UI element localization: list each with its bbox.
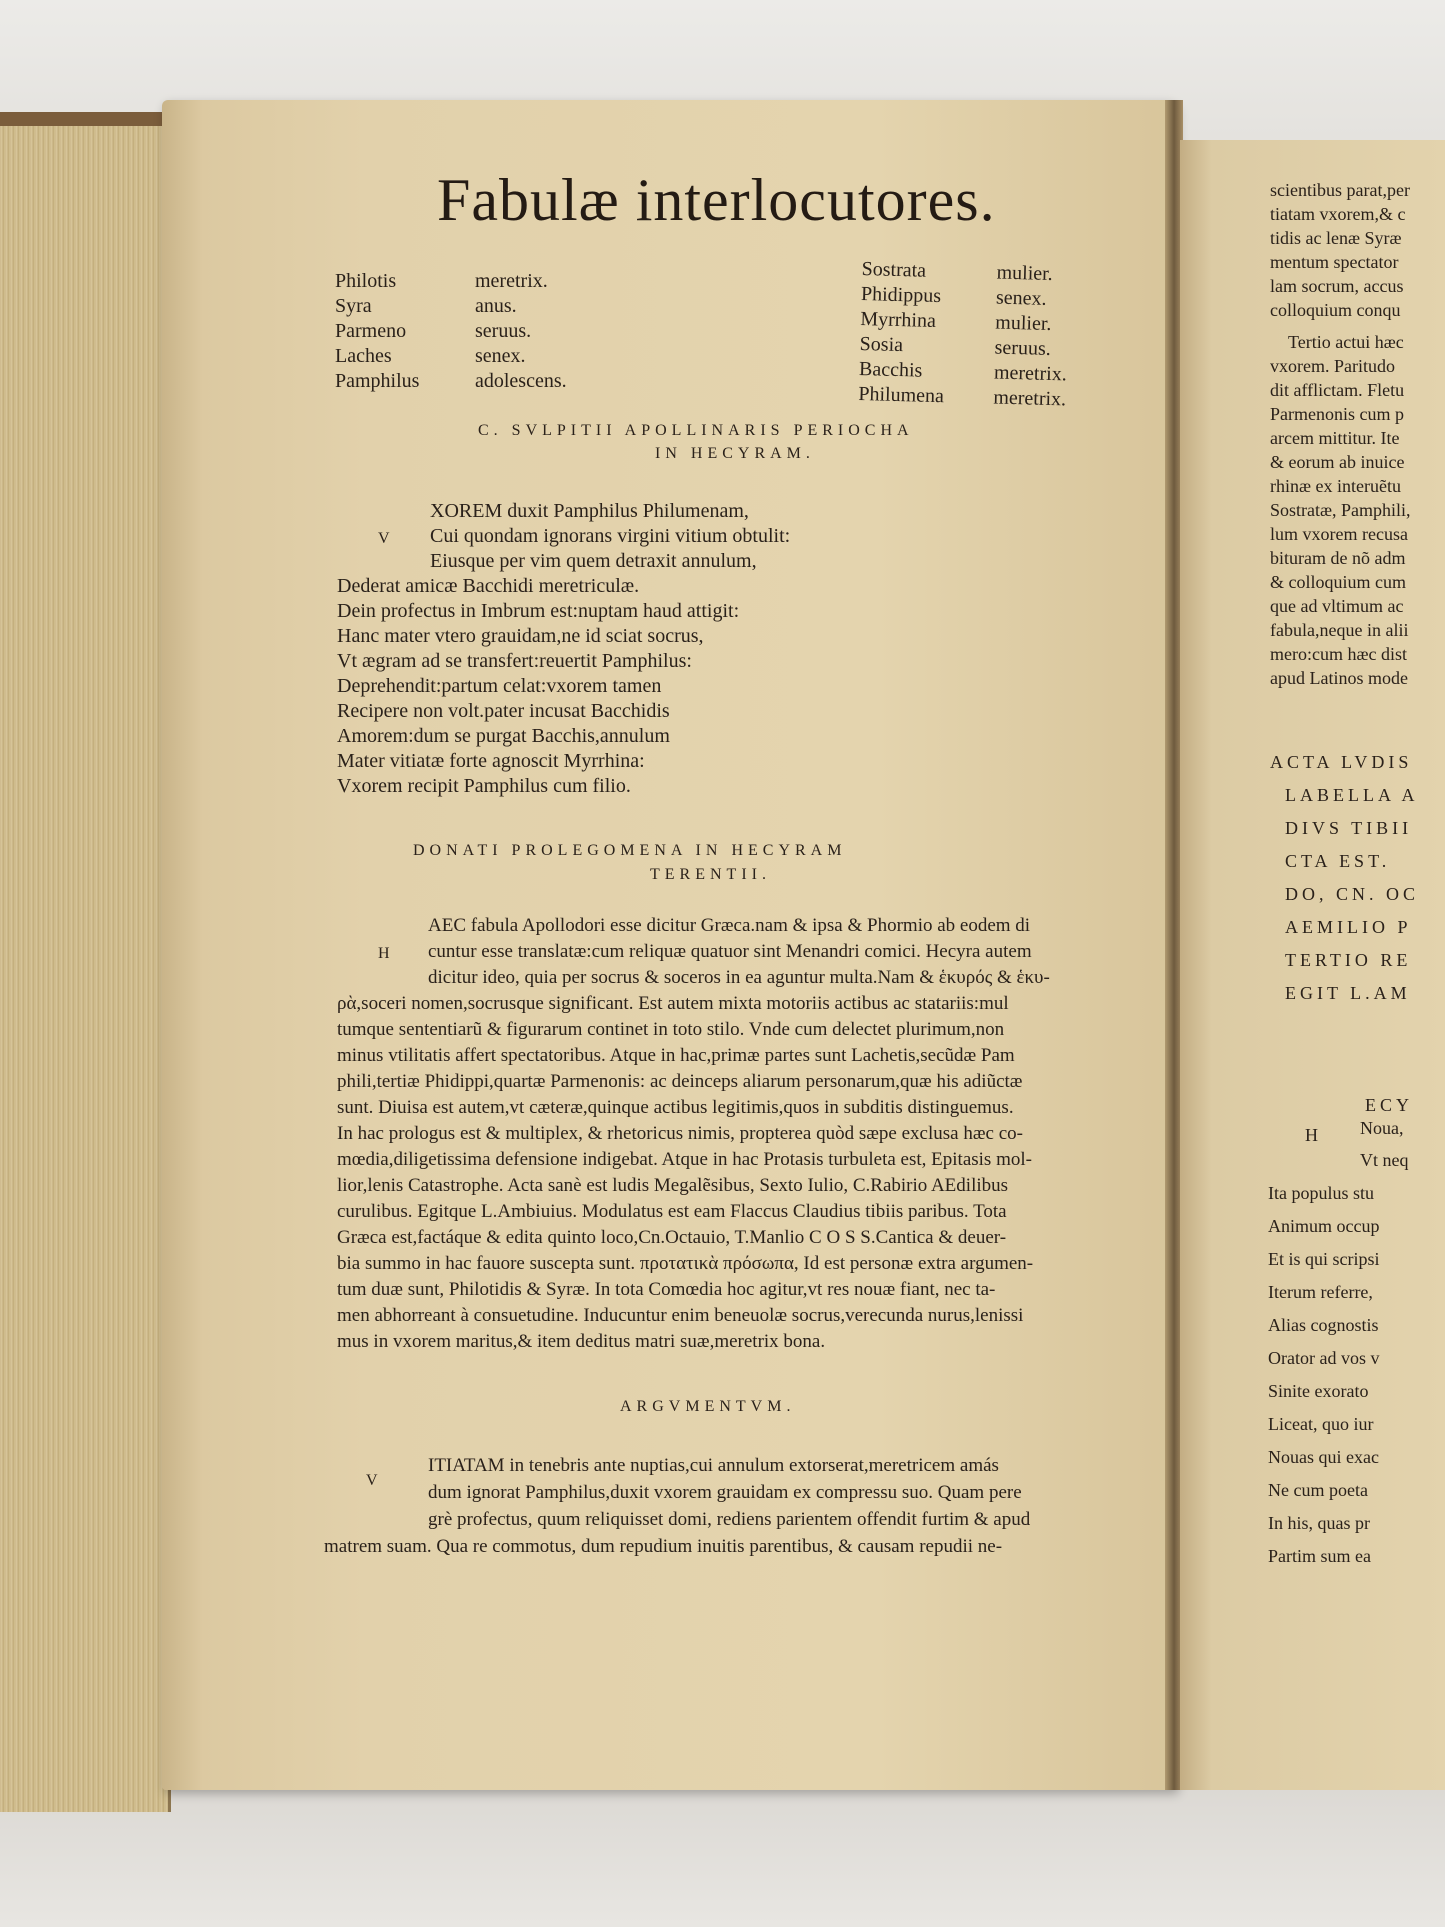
- right-caps-line: DIVS TIBII: [1285, 818, 1413, 838]
- character-role: meretrix.: [993, 361, 1068, 386]
- character-role: seruus.: [994, 336, 1052, 360]
- right-verse-line: In his, quas pr: [1268, 1513, 1370, 1533]
- right-verse-line: Ne cum poeta: [1268, 1480, 1368, 1500]
- periocha-line: Dein profectus in Imbrum est:nuptam haud attigit:: [337, 600, 740, 622]
- periocha-line: Eiusque per vim quem detraxit annulum,: [430, 550, 757, 572]
- periocha-line: Dederat amicæ Bacchidi meretriculæ.: [337, 575, 640, 597]
- character-row: [860, 283, 1047, 310]
- right-line: Sostratæ, Pamphili,: [1270, 500, 1411, 520]
- character-name: Myrrhina: [860, 308, 937, 332]
- right-verse-line: Ita populus stu: [1268, 1183, 1374, 1203]
- right-line: dit afflictam. Fletu: [1270, 380, 1405, 400]
- prolegomena-line: AEC fabula Apollodori esse dicitur Græca.nam & ipsa & Phormio ab eodem di: [428, 915, 1031, 936]
- character-name: Phidippus: [860, 283, 942, 308]
- character-name: Parmeno: [335, 320, 407, 342]
- book-spine: [0, 112, 168, 126]
- right-line: arcem mittitur. Ite: [1270, 428, 1400, 448]
- right-caps-line: CTA EST.: [1285, 851, 1391, 871]
- character-name: Bacchis: [858, 357, 923, 382]
- prolegomena-line: mœdia,diligetissima defensione indigebat. Atque in hac Protasis turbuleta est, Epitasis mol-: [337, 1149, 1032, 1170]
- prolegomena-line: bia summo in hac fauore suscepta sunt. προτατικὰ πρόσωπα, Id est personæ extra argumen-: [337, 1253, 1034, 1274]
- prolegomena-line: dicitur ideo, quia per socrus & soceros in ea aguntur multa.Nam & ἑκυρός & ἑκυ-: [428, 967, 1050, 988]
- right-verse-line: Et is qui scripsi: [1268, 1249, 1380, 1269]
- prolegomena-line: phili,tertiæ Phidippi,quartæ Parmenonis: ac deinceps aliarum personarum,quæ his adiũctæ: [337, 1071, 1023, 1092]
- character-row: [859, 333, 1052, 360]
- right-line: bituram de nõ adm: [1270, 548, 1406, 568]
- prolegomena-line: In hac prologus est & multiplex, & rhetoricus nimis, propterea quòd sæpe exclusa hæc co-: [337, 1123, 1023, 1144]
- right-heading-partial: ECY: [1365, 1095, 1413, 1115]
- right-caps-line: ACTA LVDIS: [1270, 752, 1413, 772]
- periocha-line: XOREM duxit Pamphilus Philumenam,: [430, 500, 749, 522]
- prolegomena-line: curulibus. Egitque L.Ambiuius. Modulatus est eam Flaccus Claudius tibiis paribus. Tota: [337, 1201, 1007, 1222]
- right-line: mero:cum hæc dist: [1270, 644, 1407, 664]
- character-name: Sostrata: [861, 258, 927, 282]
- periocha-line: Amorem:dum se purgat Bacchis,annulum: [337, 725, 670, 747]
- right-line: mentum spectator: [1270, 252, 1399, 272]
- character-role: anus.: [475, 295, 517, 317]
- right-verse-line: Iterum referre,: [1268, 1282, 1373, 1302]
- prolegomena-line: men abhorreant à consuetudine. Inducuntur enim beneuolæ socrus,verecunda nurus,lenissi: [337, 1305, 1024, 1326]
- prolegomena-line: tum duæ sunt, Philotidis & Syræ. In tota Comœdia hoc agitur,vt res nouæ fiant, nec ta-: [337, 1279, 996, 1300]
- periocha-line: Cui quondam ignorans virgini vitium obtulit:: [430, 525, 791, 547]
- prolegomena-line: cuntur esse translatæ:cum reliquæ quatuor sint Menandri comici. Hecyra autem: [428, 941, 1032, 962]
- character-role: senex.: [475, 345, 526, 367]
- right-line: que ad vltimum ac: [1270, 596, 1404, 616]
- right-verse-line: Alias cognostis: [1268, 1315, 1379, 1335]
- character-role: senex.: [995, 286, 1047, 310]
- right-verse-line: Noua,: [1360, 1118, 1404, 1138]
- prolegomena-initial: H: [378, 945, 390, 962]
- periocha-line: Deprehendit:partum celat:vxorem tamen: [337, 675, 662, 697]
- right-verse-line: Animum occup: [1268, 1216, 1380, 1236]
- right-caps-line: DO, CN. OC: [1285, 884, 1420, 904]
- right-line: apud Latinos mode: [1270, 668, 1408, 688]
- page-title: Fabulæ interlocutores.: [437, 167, 996, 233]
- character-name: Laches: [335, 345, 392, 367]
- argumentum-line: grè profectus, quum reliquisset domi, rediens parientem offendit furtim & apud: [428, 1509, 1031, 1530]
- periocha-line: Vt ægram ad se transfert:reuertit Pamphilus:: [337, 650, 692, 672]
- character-role: mulier.: [995, 311, 1052, 336]
- right-line: fabula,neque in alii: [1270, 620, 1409, 640]
- character-role: seruus.: [475, 320, 532, 342]
- periocha-heading: C. SVLPITII APOLLINARIS PERIOCHA: [478, 422, 914, 439]
- character-row: [860, 308, 1052, 336]
- character-name: Pamphilus: [335, 370, 420, 392]
- prolegomena-line: sunt. Diuisa est autem,vt cæteræ,quinque actibus legitimis,quos in subditis distinguemus.: [337, 1097, 1014, 1118]
- character-name: Philumena: [858, 382, 945, 408]
- right-line: lum vxorem recusa: [1270, 524, 1408, 544]
- character-name: Syra: [335, 295, 372, 317]
- prolegomena-line: mus in vxorem maritus,& item deditus matri suæ,meretrix bona.: [337, 1331, 826, 1352]
- periocha-line: Recipere non volt.pater incusat Bacchidis: [337, 700, 670, 722]
- right-caps-line: EGIT L.AM: [1285, 983, 1411, 1003]
- right-line: Parmenonis cum p: [1270, 404, 1404, 424]
- periocha-initial: V: [378, 530, 390, 547]
- right-verse-line: Vt neq: [1360, 1150, 1409, 1170]
- right-verse-line: Partim sum ea: [1268, 1546, 1371, 1566]
- right-caps-line: AEMILIO P: [1285, 917, 1412, 937]
- prolegomena-line: ρὰ,soceri nomen,socrusque significant. Est autem mixta motoriis actibus ac statariis:mul: [337, 993, 1009, 1014]
- right-line: & eorum ab inuice: [1270, 452, 1405, 472]
- character-row: [858, 382, 1067, 411]
- right-verse-line: Sinite exorato: [1268, 1381, 1369, 1401]
- right-line: tidis ac lenæ Syræ: [1270, 228, 1402, 248]
- right-verse-line: Liceat, quo iur: [1268, 1414, 1374, 1434]
- right-caps-line: TERTIO RE: [1285, 950, 1412, 970]
- right-line: tiatam vxorem,& c: [1270, 204, 1406, 224]
- right-line: scientibus parat,per: [1270, 180, 1410, 200]
- right-line: colloquium conqu: [1270, 300, 1401, 320]
- prolegomena-line: Græca est,factáque & edita quinto loco,Cn.Octauio, T.Manlio C O S S.Cantica & deuer-: [337, 1227, 1007, 1248]
- prolegomena-line: tumque sententiarũ & figurarum continet in toto stilo. Vnde cum delectet plurimum,non: [337, 1019, 1005, 1040]
- periocha-line: Vxorem recipit Pamphilus cum filio.: [337, 775, 631, 797]
- prolegomena-heading: DONATI PROLEGOMENA IN HECYRAM: [413, 842, 847, 859]
- right-caps-line: LABELLA A: [1285, 785, 1419, 805]
- right-line: vxorem. Paritudo: [1270, 356, 1395, 376]
- periocha-line: Hanc mater vtero grauidam,ne id sciat socrus,: [337, 625, 704, 647]
- character-role: mulier.: [996, 261, 1054, 286]
- argumentum-initial: V: [366, 1472, 378, 1489]
- periocha-subheading: IN HECYRAM.: [655, 445, 815, 462]
- prolegomena-line: lior,lenis Catastrophe. Acta sanè est ludis Megalẽsibus, Sexto Iulio, C.Rabirio AEdilibus: [337, 1175, 1009, 1196]
- character-row: [861, 258, 1054, 286]
- right-line: & colloquium cum: [1270, 572, 1406, 592]
- argumentum-line: dum ignorat Pamphilus,duxit vxorem grauidam ex compressu suo. Quam pere: [428, 1482, 1022, 1503]
- right-line: rhinæ ex interuẽtu: [1270, 476, 1401, 496]
- character-role: meretrix.: [475, 270, 548, 292]
- right-initial: H: [1305, 1125, 1318, 1145]
- right-verse-line: Orator ad vos v: [1268, 1348, 1380, 1368]
- book-page-edges: [0, 112, 171, 1812]
- prolegomena-line: minus vtilitatis affert spectatoribus. Atque in hac,primæ partes sunt Lachetis,secũdæ Pam: [337, 1045, 1015, 1066]
- right-page: [1180, 140, 1445, 1790]
- character-name: Sosia: [859, 333, 904, 357]
- character-role: adolescens.: [475, 370, 567, 392]
- right-line: Tertio actui hæc: [1288, 332, 1404, 352]
- right-line: lam socrum, accus: [1270, 276, 1404, 296]
- background-bottom: [0, 1790, 1445, 1927]
- argumentum-line: ITIATAM in tenebris ante nuptias,cui annulum extorserat,meretricem amás: [428, 1455, 999, 1476]
- argumentum-line: matrem suam. Qua re commotus, dum repudium inuitis parentibus, & causam repudii ne-: [324, 1536, 1003, 1557]
- right-verse-line: Nouas qui exac: [1268, 1447, 1379, 1467]
- character-name: Philotis: [335, 270, 397, 292]
- prolegomena-subheading: TERENTII.: [650, 866, 771, 883]
- character-role: meretrix.: [993, 386, 1067, 411]
- character-row: [858, 357, 1068, 386]
- argumentum-heading: ARGVMENTVM.: [620, 1398, 796, 1415]
- periocha-line: Mater vitiatæ forte agnoscit Myrrhina:: [337, 750, 645, 772]
